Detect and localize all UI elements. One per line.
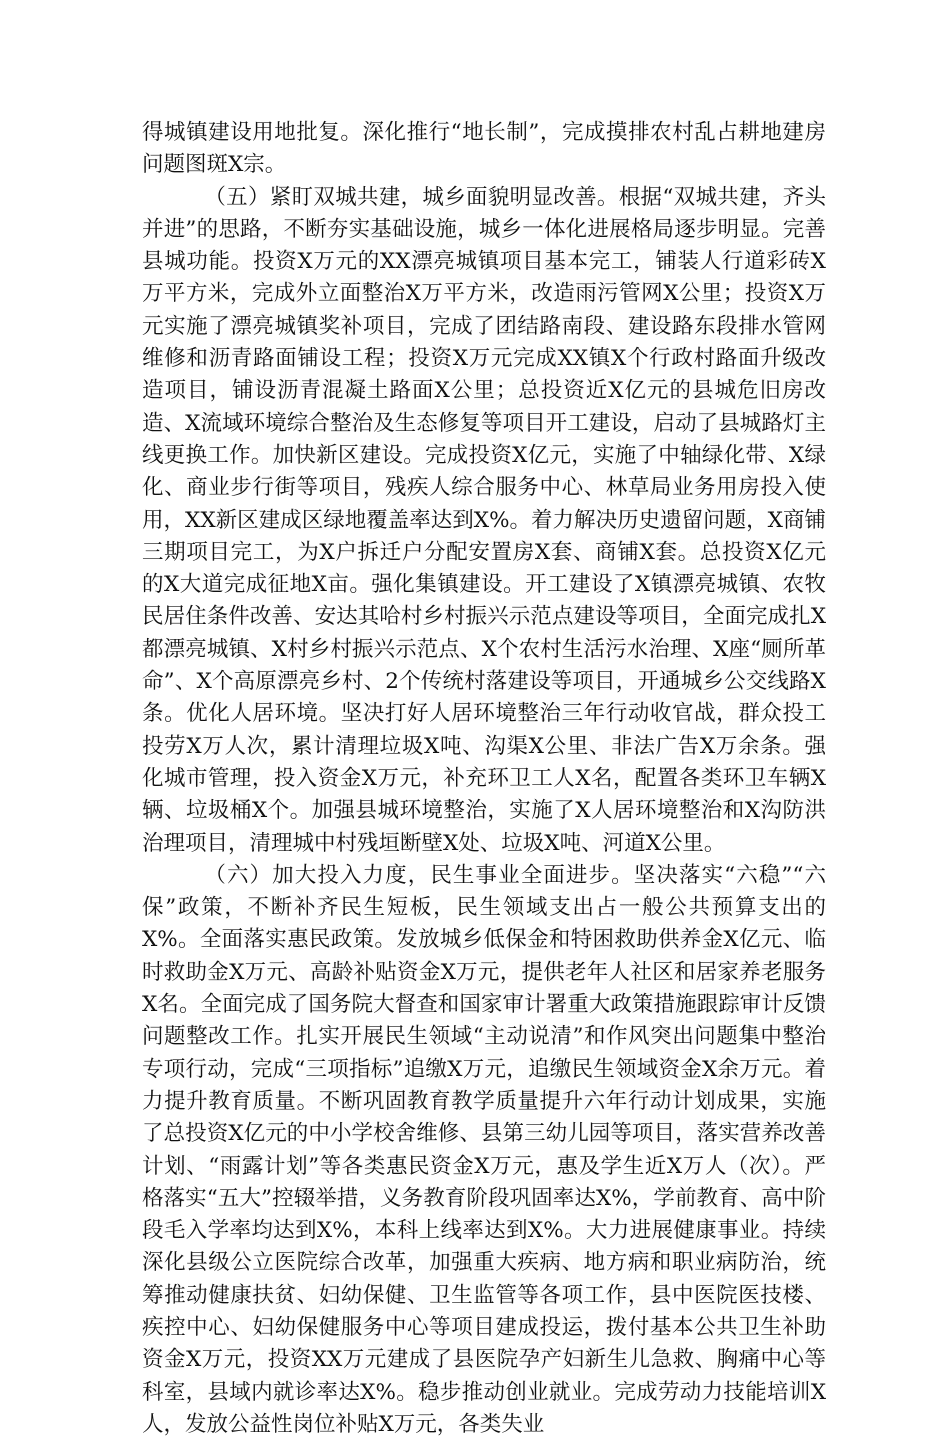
document-body <box>142 117 826 1441</box>
paragraph-land-approval: 得城镇建设用地批复。深化推行“地长制”，完成摸排农村乱占耕地建房问题图斑X宗。 <box>142 120 826 178</box>
paragraph-livelihood-progress: （六）加大投入力度，民生事业全面进步。坚决落实“六稳”“六保”政策，不断补齐民生短板，民生领域支出占一般公共预算支出的X%。全面落实惠民政策。发放城乡低保金和特困救助供养金X亿元、临时救助金X万元、高龄补贴资金X万元，提供老年人社区和居家养老服务X名。全面完成了国务院大督查和国家审计署重大政策措施跟踪审计反馈问题整改工作。扎实开展民生领域“主动说清”和作风突出问题集中整治专项行动，完成“三项指标”追缴X万元，追缴民生领域资金X余万元。着力提升教育质量。不断巩固教育教学质量提升六年行动计划成果，实施了总投资X亿元的中小学校舍维修、县第三幼儿园等项目，落实营养改善计划、“雨露计划”等各类惠民资金X万元，惠及学生近X万人（次）。严格落实“五大”控辍举措，义务教育阶段巩固率达X%，学前教育、高中阶段毛入学率均达到X%，本科上线率达到X%。大力进展健康事业。持续深化县级公立医院综合改革，加强重大疾病、地方病和职业病防治，统筹推动健康扶贫、妇幼保健、卫生监管等各项工作，县中医院医技楼、疾控中心、妇幼保健服务中心等项目建成投运，拨付基本公共卫生补助资金X万元，投资XX万元建成了县医院孕产妇新生儿急救、胸痛中心等科室，县域内就诊率达X%。稳步推动创业就业。完成劳动力技能培训X人，发放公益性岗位补贴X万元，各类失业 <box>142 862 826 1437</box>
paragraph-dual-city-construction: （五）紧盯双城共建，城乡面貌明显改善。根据“双城共建，齐头并进”的思路，不断夯实基础设施，城乡一体化进展格局逐步明显。完善县城功能。投资X万元的XX漂亮城镇项目基本完工，铺装人行道彩砖X万平方米，完成外立面整治X万平方米，改造雨污管网X公里；投资X万元实施了漂亮城镇奖补项目，完成了团结路南段、建设路东段排水管网维修和沥青路面铺设工程；投资X万元完成XX镇X个行政村路面升级改造项目，铺设沥青混凝土路面X公里；总投资近X亿元的县城危旧房改造、X流域环境综合整治及生态修复等项目开工建设，启动了县城路灯主线更换工作。加快新区建设。完成投资X亿元，实施了中轴绿化带、X绿化、商业步行街等项目，残疾人综合服务中心、林草局业务用房投入使用，XX新区建成区绿地覆盖率达到X%。着力解决历史遗留问题，X商铺三期项目完工，为X户拆迁户分配安置房X套、商铺X套。总投资X亿元的X大道完成征地X亩。强化集镇建设。开工建设了X镇漂亮城镇、农牧民居住条件改善、安达其哈村乡村振兴示范点建设等项目，全面完成扎X都漂亮城镇、X村乡村振兴示范点、X个农村生活污水治理、X座“厕所革命”、X个高原漂亮乡村、2个传统村落建设等项目，开通城乡公交线路X条。优化人居环境。坚决打好人居环境整治三年行动收官战，群众投工投劳X万人次，累计清理垃圾X吨、沟渠X公里、非法广告X万余条。强化城市管理，投入资金X万元，补充环卫工人X名，配置各类环卫车辆X辆、垃圾桶X个。加强县城环境整治，实施了X人居环境整治和X沟防洪治理项目，清理城中村残垣断壁X处、垃圾X吨、河道X公里。 <box>142 184 826 856</box>
